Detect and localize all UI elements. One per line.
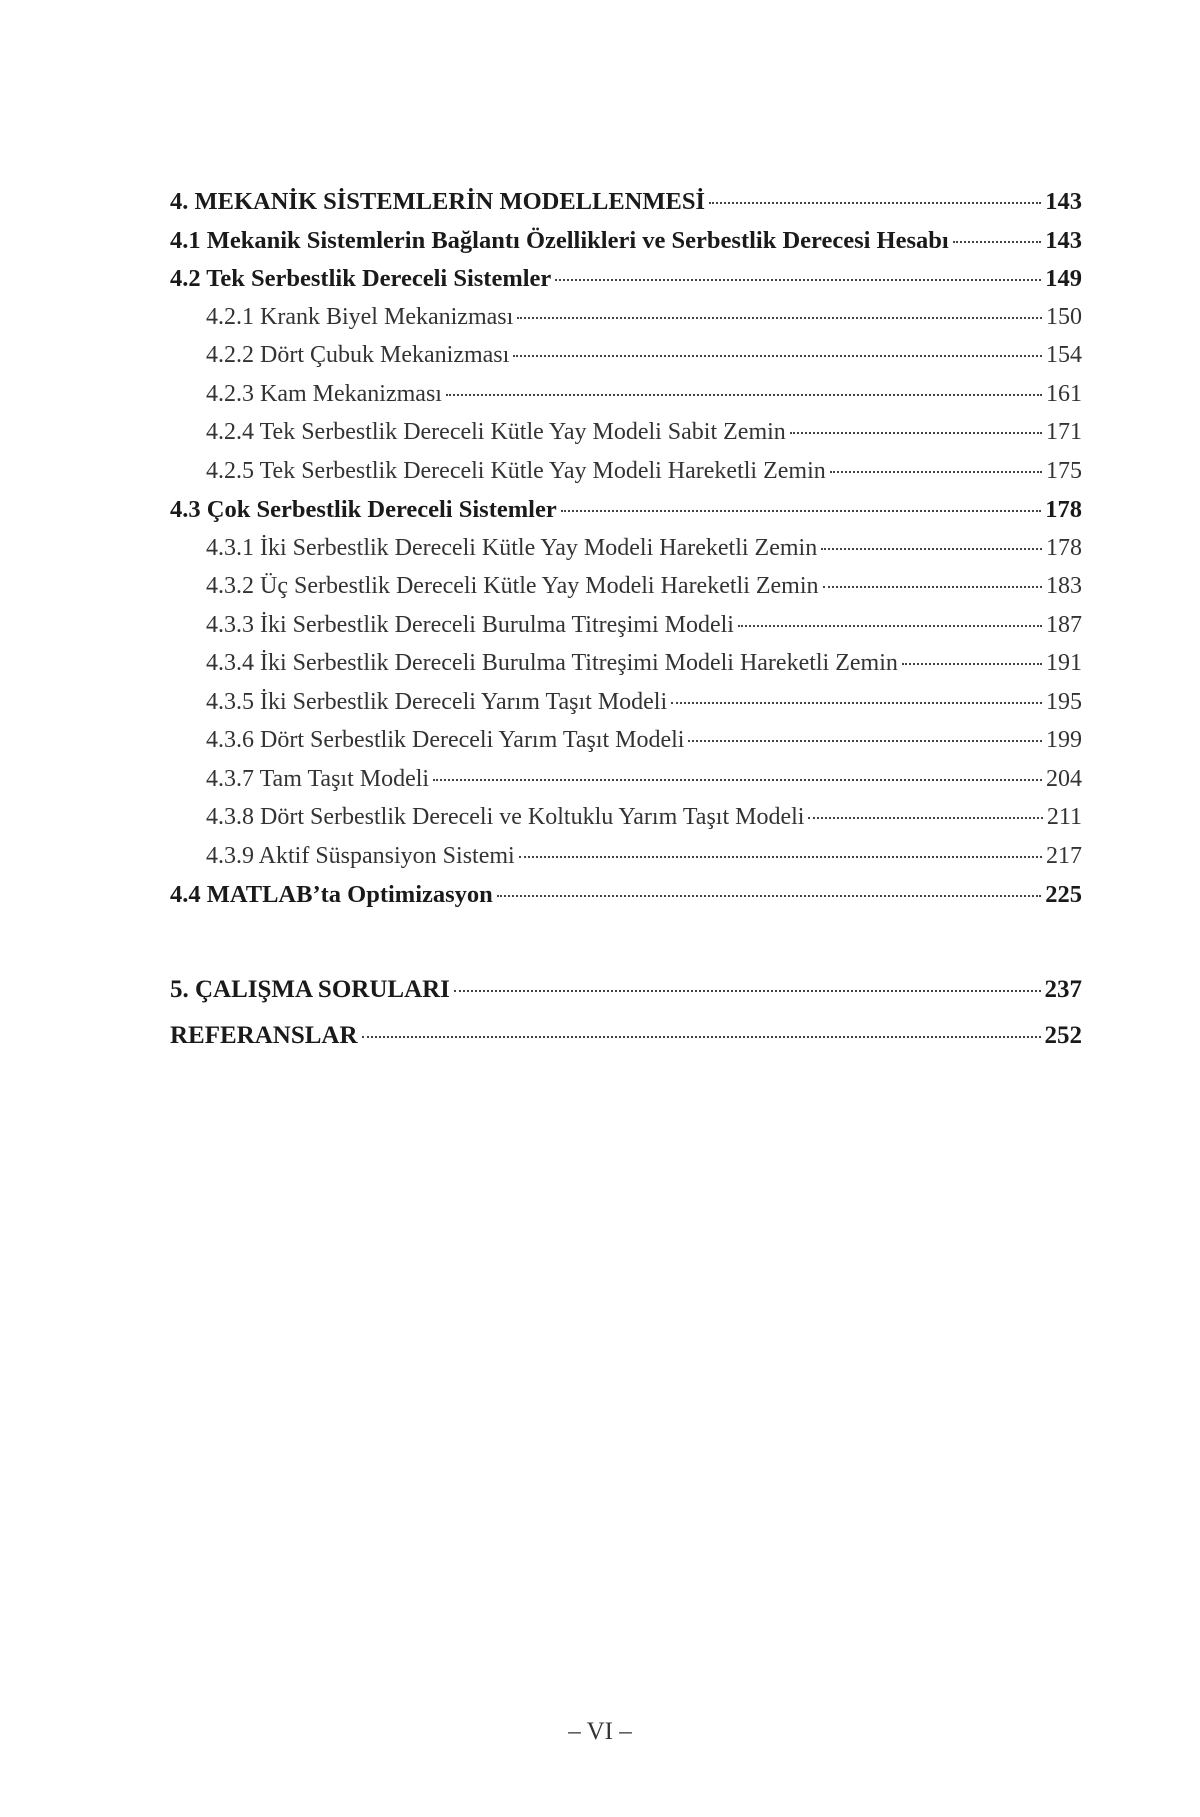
toc-entry[interactable] (170, 419, 1082, 458)
toc-entry[interactable] (170, 843, 1082, 882)
toc-entry-page-number: 217 (1046, 842, 1082, 869)
toc-entry-page-number: 143 (1045, 188, 1082, 215)
toc-entry-title: 4.2.5 Tek Serbestlik Dereceli Kütle Yay Modeli Hareketli Zemin (206, 457, 826, 484)
toc-leader-dots (709, 202, 1041, 204)
toc-leader-dots (671, 702, 1042, 704)
toc-entry-page-number: 237 (1044, 975, 1082, 1003)
toc-entry[interactable] (170, 976, 1082, 1022)
toc-entry-page-number: 183 (1046, 573, 1082, 599)
toc-entry-page-number: 178 (1046, 534, 1082, 561)
toc-leader-dots (561, 510, 1042, 512)
toc-leader-dots (362, 1036, 1041, 1038)
toc-entry-title: 4.3 Çok Serbestlik Dereceli Sistemler (170, 496, 557, 523)
toc-entry-page-number: 178 (1045, 496, 1082, 523)
toc-entry[interactable] (170, 188, 1082, 227)
toc-entry[interactable] (170, 535, 1082, 574)
toc-entry[interactable] (170, 304, 1082, 343)
toc-leader-dots (821, 548, 1042, 550)
toc-entry[interactable] (170, 458, 1082, 497)
toc-entry-title: 4.3.3 İki Serbestlik Dereceli Burulma Titreşimi Modeli (206, 611, 734, 638)
toc-entry-title: 4.3.2 Üç Serbestlik Dereceli Kütle Yay Modeli Hareketli Zemin (206, 573, 819, 599)
toc-entry[interactable] (170, 227, 1082, 266)
toc-entry[interactable] (170, 381, 1082, 420)
toc-leader-dots (823, 586, 1042, 588)
toc-entry-title: 4.2.2 Dört Çubuk Mekanizması (206, 342, 510, 368)
toc-leader-dots (738, 625, 1042, 627)
toc-entry-page-number: 195 (1046, 688, 1082, 715)
toc-leader-dots (555, 279, 1041, 281)
toc-leader-dots (497, 895, 1041, 897)
toc-entry-title: 4.3.4 İki Serbestlik Dereceli Burulma Titreşimi Modeli Hareketli Zemin (206, 650, 898, 676)
toc-entry-title: 4.2.1 Krank Biyel Mekanizması (206, 303, 514, 330)
toc-entry[interactable] (170, 496, 1082, 535)
toc-entry[interactable] (170, 573, 1082, 612)
toc-entry-page-number: 143 (1045, 226, 1082, 254)
toc-entry-title: REFERANSLAR (170, 1021, 358, 1049)
toc-leader-dots (902, 663, 1042, 665)
toc-entry[interactable] (170, 612, 1082, 651)
toc-entry-title: 4.3.7 Tam Taşıt Modeli (206, 765, 430, 792)
toc-entry-page-number: 150 (1046, 303, 1082, 330)
toc-leader-dots (519, 856, 1042, 858)
toc-section-4 (170, 188, 1082, 920)
toc-entry-title: 4.2 Tek Serbestlik Dereceli Sistemler (170, 265, 552, 292)
toc-leader-dots (517, 317, 1042, 319)
toc-entry[interactable] (170, 342, 1082, 381)
toc-entry-page-number: 199 (1046, 727, 1082, 753)
toc-entry-page-number: 252 (1044, 1021, 1082, 1049)
toc-entry-title: 4.4 MATLAB’ta Optimizasyon (170, 881, 493, 908)
toc-entry-title: 4.3.1 İki Serbestlik Dereceli Kütle Yay Modeli Hareketli Zemin (206, 534, 818, 561)
toc-entry-title: 4. MEKANİK SİSTEMLERİN MODELLENMESİ (170, 188, 706, 215)
toc-leader-dots (433, 779, 1042, 781)
toc-leader-dots (454, 990, 1041, 992)
toc-entry-page-number: 149 (1045, 265, 1082, 292)
toc-entry[interactable] (170, 650, 1082, 689)
toc-leader-dots (513, 355, 1042, 357)
toc-entry-page-number: 191 (1046, 650, 1082, 676)
toc-entry-title: 4.3.6 Dört Serbestlik Dereceli Yarım Taşıt Modeli (206, 727, 685, 753)
toc-entry-page-number: 211 (1046, 804, 1082, 830)
toc-entry-title: 4.2.4 Tek Serbestlik Dereceli Kütle Yay Modeli Sabit Zemin (206, 419, 786, 445)
toc-entry[interactable] (170, 689, 1082, 728)
table-of-contents (170, 188, 1082, 1068)
toc-entry[interactable] (170, 1022, 1082, 1068)
toc-leader-dots (446, 394, 1042, 396)
toc-entry-page-number: 161 (1046, 380, 1082, 407)
toc-leader-dots (688, 740, 1042, 742)
toc-leader-dots (830, 471, 1042, 473)
toc-entry-title: 4.3.9 Aktif Süspansiyon Sistemi (206, 842, 515, 869)
toc-leader-dots (953, 241, 1042, 243)
toc-entry-title: 4.1 Mekanik Sistemlerin Bağlantı Özellikleri ve Serbestlik Derecesi Hesabı (170, 226, 949, 254)
toc-entry-page-number: 225 (1045, 881, 1082, 908)
toc-entry[interactable] (170, 265, 1082, 304)
toc-leader-dots (808, 817, 1042, 819)
toc-entry[interactable] (170, 727, 1082, 766)
toc-chapters (170, 976, 1082, 1068)
toc-entry-page-number: 204 (1046, 765, 1082, 792)
toc-entry-page-number: 171 (1046, 419, 1082, 445)
toc-entry-title: 4.3.8 Dört Serbestlik Dereceli ve Koltuklu Yarım Taşıt Modeli (206, 804, 805, 830)
toc-entry[interactable] (170, 881, 1082, 920)
toc-entry-page-number: 187 (1046, 611, 1082, 638)
toc-entry-page-number: 175 (1046, 457, 1082, 484)
toc-entry-title: 4.3.5 İki Serbestlik Dereceli Yarım Taşıt Modeli (206, 688, 668, 715)
toc-entry-title: 4.2.3 Kam Mekanizması (206, 380, 442, 407)
toc-leader-dots (790, 432, 1042, 434)
page-footer-number: – VI – (568, 1718, 632, 1745)
toc-entry-page-number: 154 (1046, 342, 1082, 368)
toc-entry[interactable] (170, 804, 1082, 843)
toc-entry[interactable] (170, 766, 1082, 805)
toc-entry-title: 5. ÇALIŞMA SORULARI (170, 975, 450, 1003)
toc-gap (170, 920, 1082, 976)
